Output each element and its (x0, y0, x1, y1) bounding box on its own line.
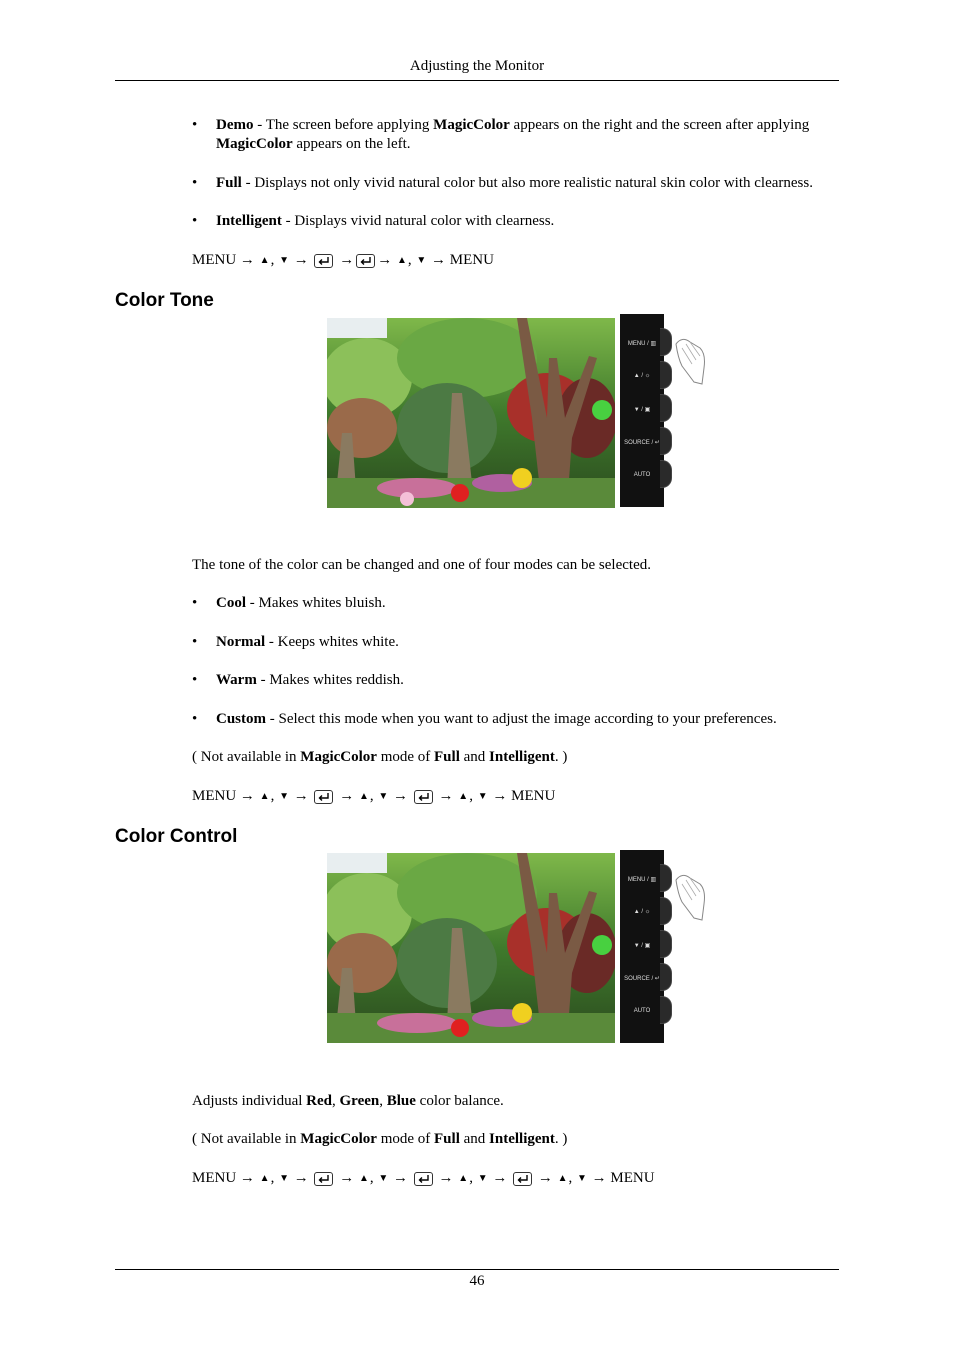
up-triangle-icon: ▲ (396, 255, 407, 266)
down-triangle-icon: ▼ (378, 1173, 389, 1184)
up-triangle-icon: ▲ (458, 791, 469, 802)
menu-sequence-color-control: MENU → ▲ , ▼ → → ▲ , ▼ → → ▲ , ▼ → → ▲ , ▼ → MENU (192, 1170, 655, 1186)
pointing-hand-icon (672, 334, 708, 391)
enter-key-icon (314, 254, 333, 268)
color-control-availability-note: ( Not available in MagicColor mode of Full and Intelligent. ) (192, 1131, 568, 1147)
running-header: Adjusting the Monitor (409, 58, 545, 74)
section-heading-color-control: Color Control (115, 826, 238, 847)
enter-key-icon (314, 790, 333, 804)
down-triangle-icon: ▼ (279, 1173, 289, 1184)
garden-photo (327, 853, 615, 1043)
pointing-hand-icon (672, 870, 708, 927)
up-triangle-icon: ▲ (458, 1173, 469, 1184)
menu-sequence-color-tone: MENU → ▲ , ▼ → → ▲ , ▼ → → ▲ , ▼ → MENU (192, 788, 556, 804)
up-triangle-icon: ▲ (557, 1173, 568, 1184)
up-triangle-icon: ▲ (259, 1173, 270, 1184)
page-number: 46 (469, 1273, 485, 1289)
bullet-dot: • (192, 117, 198, 133)
down-triangle-icon: ▼ (477, 791, 488, 802)
up-triangle-icon: ▲ (259, 255, 270, 266)
down-triangle-icon: ▼ (279, 791, 289, 802)
down-triangle-icon: ▼ (279, 255, 289, 266)
monitor-button-panel: MENU / ▥ ▲ / ☼ ▼ / ▣ SOURCE / ↵ AUTO (620, 314, 664, 507)
term: Demo (216, 117, 254, 133)
up-triangle-icon: ▲ (358, 791, 369, 802)
garden-photo (327, 318, 615, 508)
color-tone-intro: The tone of the color can be changed and one of four modes can be selected. (192, 557, 651, 573)
color-tone-availability-note: ( Not available in MagicColor mode of Full and Intelligent. ) (192, 749, 568, 765)
monitor-button-panel: MENU / ▥ ▲ / ☼ ▼ / ▣ SOURCE / ↵ AUTO (620, 850, 664, 1043)
down-triangle-icon: ▼ (477, 1173, 488, 1184)
header-rule (115, 80, 839, 81)
down-triangle-icon: ▼ (577, 1173, 587, 1184)
enter-key-icon (414, 1172, 433, 1186)
enter-key-icon (356, 254, 375, 268)
color-control-intro: Adjusts individual Red, Green, Blue color balance. (192, 1093, 504, 1109)
down-triangle-icon: ▼ (378, 791, 389, 802)
section-heading-color-tone: Color Tone (115, 290, 214, 311)
enter-key-icon (513, 1172, 532, 1186)
up-triangle-icon: ▲ (358, 1173, 369, 1184)
enter-key-icon (414, 790, 433, 804)
menu-sequence-magiccolor: MENU → ▲ , ▼ → → → ▲ , ▼ → MENU (192, 252, 494, 268)
enter-key-icon (314, 1172, 333, 1186)
footer-rule (115, 1269, 839, 1270)
up-triangle-icon: ▲ (259, 791, 270, 802)
down-triangle-icon: ▼ (416, 255, 427, 266)
